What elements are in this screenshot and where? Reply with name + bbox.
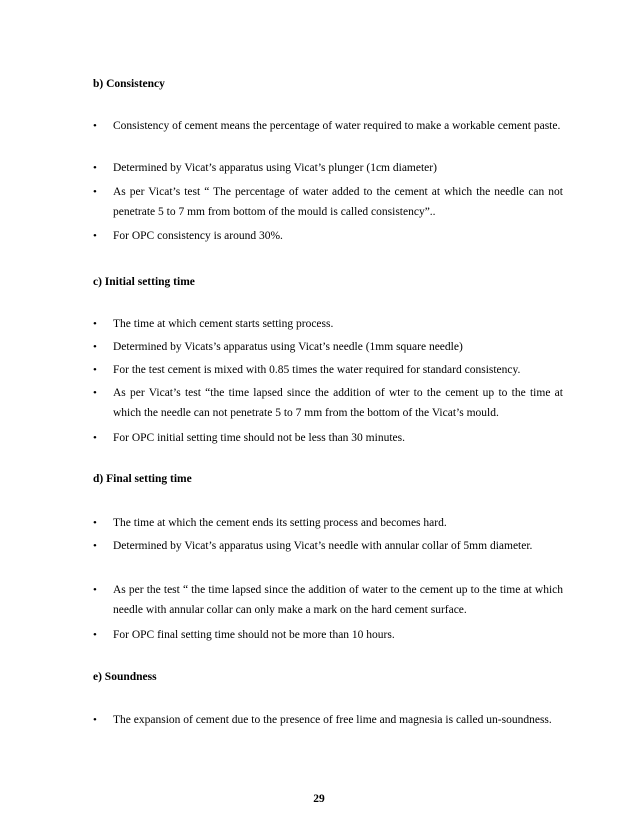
bullet-icon: • bbox=[93, 120, 97, 132]
list-item bbox=[93, 383, 563, 423]
list-item-text: Determined by Vicat’s apparatus using Vicat’s plunger (1cm diameter) bbox=[113, 162, 437, 174]
list-item-text: As per Vicat’s test “ The percentage of water added to the cement at which the needle can not penetrate 5 to 7 mm from bottom of the mould is called consistency”.. bbox=[113, 186, 563, 218]
bullet-icon: • bbox=[93, 714, 97, 726]
list-item bbox=[93, 710, 563, 730]
bullet-icon: • bbox=[93, 432, 97, 444]
list-item-text: For OPC consistency is around 30%. bbox=[113, 230, 283, 242]
list-item bbox=[93, 513, 563, 533]
list-item-text: The time at which the cement ends its setting process and becomes hard. bbox=[113, 517, 447, 529]
list-item bbox=[93, 428, 563, 448]
list-item-text: Determined by Vicat’s apparatus using Vicat’s needle with annular collar of 5mm diameter. bbox=[113, 540, 533, 552]
bullet-icon: • bbox=[93, 318, 97, 330]
list-item bbox=[93, 580, 563, 620]
bullet-icon: • bbox=[93, 230, 97, 242]
bullet-icon: • bbox=[93, 584, 97, 596]
list-item bbox=[93, 536, 563, 556]
bullet-icon: • bbox=[93, 364, 97, 376]
section-heading-initial-setting-time: c) Initial setting time bbox=[93, 276, 195, 288]
list-item bbox=[93, 625, 563, 645]
list-item-text: For the test cement is mixed with 0.85 times the water required for standard consistency. bbox=[113, 364, 521, 376]
list-item-text: For OPC initial setting time should not be less than 30 minutes. bbox=[113, 432, 405, 444]
section-heading-consistency: b) Consistency bbox=[93, 78, 165, 90]
list-item bbox=[93, 116, 563, 136]
bullet-icon: • bbox=[93, 341, 97, 353]
bullet-icon: • bbox=[93, 540, 97, 552]
section-heading-soundness: e) Soundness bbox=[93, 671, 157, 683]
section-heading-final-setting-time: d) Final setting time bbox=[93, 473, 192, 485]
page-number: 29 bbox=[313, 793, 325, 805]
bullet-icon: • bbox=[93, 517, 97, 529]
list-item-text: For OPC final setting time should not be more than 10 hours. bbox=[113, 629, 395, 641]
list-item bbox=[93, 158, 563, 178]
list-item bbox=[93, 360, 563, 380]
list-item bbox=[93, 182, 563, 222]
list-item bbox=[93, 226, 563, 246]
list-item-text: Determined by Vicats’s apparatus using Vicat’s needle (1mm square needle) bbox=[113, 341, 463, 353]
bullet-icon: • bbox=[93, 186, 97, 198]
bullet-icon: • bbox=[93, 629, 97, 641]
list-item-text: Consistency of cement means the percentage of water required to make a workable cement paste. bbox=[113, 120, 561, 132]
list-item-text: The time at which cement starts setting process. bbox=[113, 318, 334, 330]
list-item-text: As per Vicat’s test “the time lapsed since the addition of wter to the cement up to the time at which the needle can not penetrate 5 to 7 mm from the bottom of the Vicat’s mould. bbox=[113, 387, 563, 419]
list-item-text: As per the test “ the time lapsed since the addition of water to the cement up to the time at which needle with annular collar can only make a mark on the hard cement surface. bbox=[113, 584, 563, 616]
bullet-icon: • bbox=[93, 387, 97, 399]
list-item-text: The expansion of cement due to the presence of free lime and magnesia is called un-soundness. bbox=[113, 714, 552, 726]
bullet-icon: • bbox=[93, 162, 97, 174]
list-item bbox=[93, 314, 563, 334]
list-item bbox=[93, 337, 563, 357]
